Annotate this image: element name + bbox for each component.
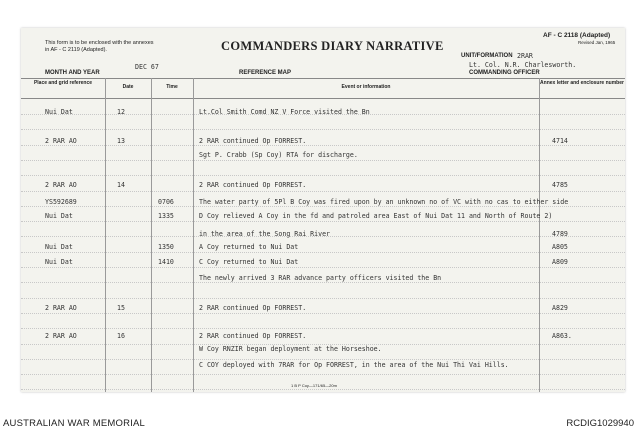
row-guide-line <box>21 206 625 207</box>
footer-id: RCDIG1029940 <box>566 418 634 429</box>
row-guide-line <box>21 221 625 222</box>
entry-event: D Coy relieved A Coy in the fd and patroled area East of Nui Dat 11 and North of Route 2) <box>199 212 553 220</box>
entry-annex: 4789 <box>552 230 568 238</box>
entry-date: 12 <box>117 108 125 116</box>
entry-event: C COY deployed with 7RAR for Op FORREST, in the area of the Nui Thi Vai Hills. <box>199 361 509 369</box>
row-guide-line <box>21 160 625 161</box>
entry-annex: A863. <box>552 332 572 340</box>
row-guide-line <box>21 282 625 283</box>
column-header-time: Time <box>166 84 178 90</box>
entry-time: 0706 <box>158 198 174 206</box>
entry-event: The water party of 5Pl B Coy was fired upon by an unknown no of VC with no cas to either side <box>199 198 569 206</box>
entry-event: in the area of the Song Rai River <box>199 230 331 238</box>
row-guide-line <box>21 267 625 268</box>
entry-time: 1410 <box>158 258 174 266</box>
entry-place: Nui Dat <box>45 108 73 116</box>
unit-value: 2RAR <box>517 52 533 60</box>
entry-time: 1335 <box>158 212 174 220</box>
row-guide-line <box>21 298 625 299</box>
reference-map-label: REFERENCE MAP <box>239 70 292 76</box>
column-header-event: Event or information <box>341 84 391 90</box>
entry-event: 2 RAR continued Op FORREST. <box>199 304 307 312</box>
entry-date: 15 <box>117 304 125 312</box>
row-guide-line <box>21 313 625 314</box>
header-bottom-rule <box>21 98 625 99</box>
entry-place: 2 RAR AO <box>45 137 77 145</box>
form-revised: Revised Jan, 1965 <box>578 40 616 45</box>
diary-sheet <box>21 28 625 392</box>
entry-event: A Coy returned to Nui Dat <box>199 243 299 251</box>
row-guide-line <box>21 145 625 146</box>
entry-event: Sgt P. Crabb (Sp Coy) RTA for discharge. <box>199 151 358 159</box>
row-guide-line <box>21 374 625 375</box>
print-note: 1 B P Coy—171/65—20m <box>291 383 337 388</box>
entry-annex: A809 <box>552 258 568 266</box>
co-label: COMMANDING OFFICER <box>469 70 540 76</box>
entry-event: The newly arrived 3 RAR advance party officers visited the Bn <box>199 274 442 282</box>
archive-footer <box>0 416 640 432</box>
month-value: DEC 67 <box>135 63 159 71</box>
row-guide-line <box>21 328 625 329</box>
column-header-place: Place and grid reference <box>33 80 93 86</box>
entry-annex: 4785 <box>552 181 568 189</box>
column-header-date: Date <box>122 84 134 90</box>
entry-place: Nui Dat <box>45 243 73 251</box>
entry-place: 2 RAR AO <box>45 304 77 312</box>
entry-date: 13 <box>117 137 125 145</box>
header-top-rule <box>21 78 625 79</box>
entry-place: 2 RAR AO <box>45 332 77 340</box>
form-code: AF - C 2118 (Adapted) <box>543 32 611 39</box>
footer-source: AUSTRALIAN WAR MEMORIAL <box>3 418 146 429</box>
entry-event: 2 RAR continued Op FORREST. <box>199 137 307 145</box>
entry-event: Lt.Col Smith Comd NZ V Force visited the Bn <box>199 108 370 116</box>
row-guide-line <box>21 191 625 192</box>
entry-place: Nui Dat <box>45 258 73 266</box>
entry-annex: A805 <box>552 243 568 251</box>
row-guide-line <box>21 252 625 253</box>
entry-time: 1350 <box>158 243 174 251</box>
entry-place: Nui Dat <box>45 212 73 220</box>
column-header-annex: Annex letter and enclosure number <box>540 80 624 86</box>
form-title: COMMANDERS DIARY NARRATIVE <box>221 39 444 53</box>
row-guide-line <box>21 175 625 176</box>
entry-annex: 4714 <box>552 137 568 145</box>
row-guide-line <box>21 129 625 130</box>
entry-date: 16 <box>117 332 125 340</box>
entry-place: 2 RAR AO <box>45 181 77 189</box>
entry-event: 2 RAR continued Op FORREST. <box>199 181 307 189</box>
form-instructions: This form is to be enclosed with the annexes in AF - C 2119 (Adapted). <box>45 40 154 53</box>
entry-place: YS592689 <box>45 198 77 206</box>
entry-event: 2 RAR continued Op FORREST. <box>199 332 307 340</box>
month-label: MONTH AND YEAR <box>45 70 100 76</box>
entry-date: 14 <box>117 181 125 189</box>
entry-event: C Coy returned to Nui Dat <box>199 258 299 266</box>
co-value: Lt. Col. N.R. Charlesworth. <box>469 61 577 69</box>
entry-annex: A829 <box>552 304 568 312</box>
unit-label: UNIT/FORMATION <box>461 53 513 59</box>
row-guide-line <box>21 359 625 360</box>
entry-event: W Coy RNZIR began deployment at the Horseshoe. <box>199 345 382 353</box>
